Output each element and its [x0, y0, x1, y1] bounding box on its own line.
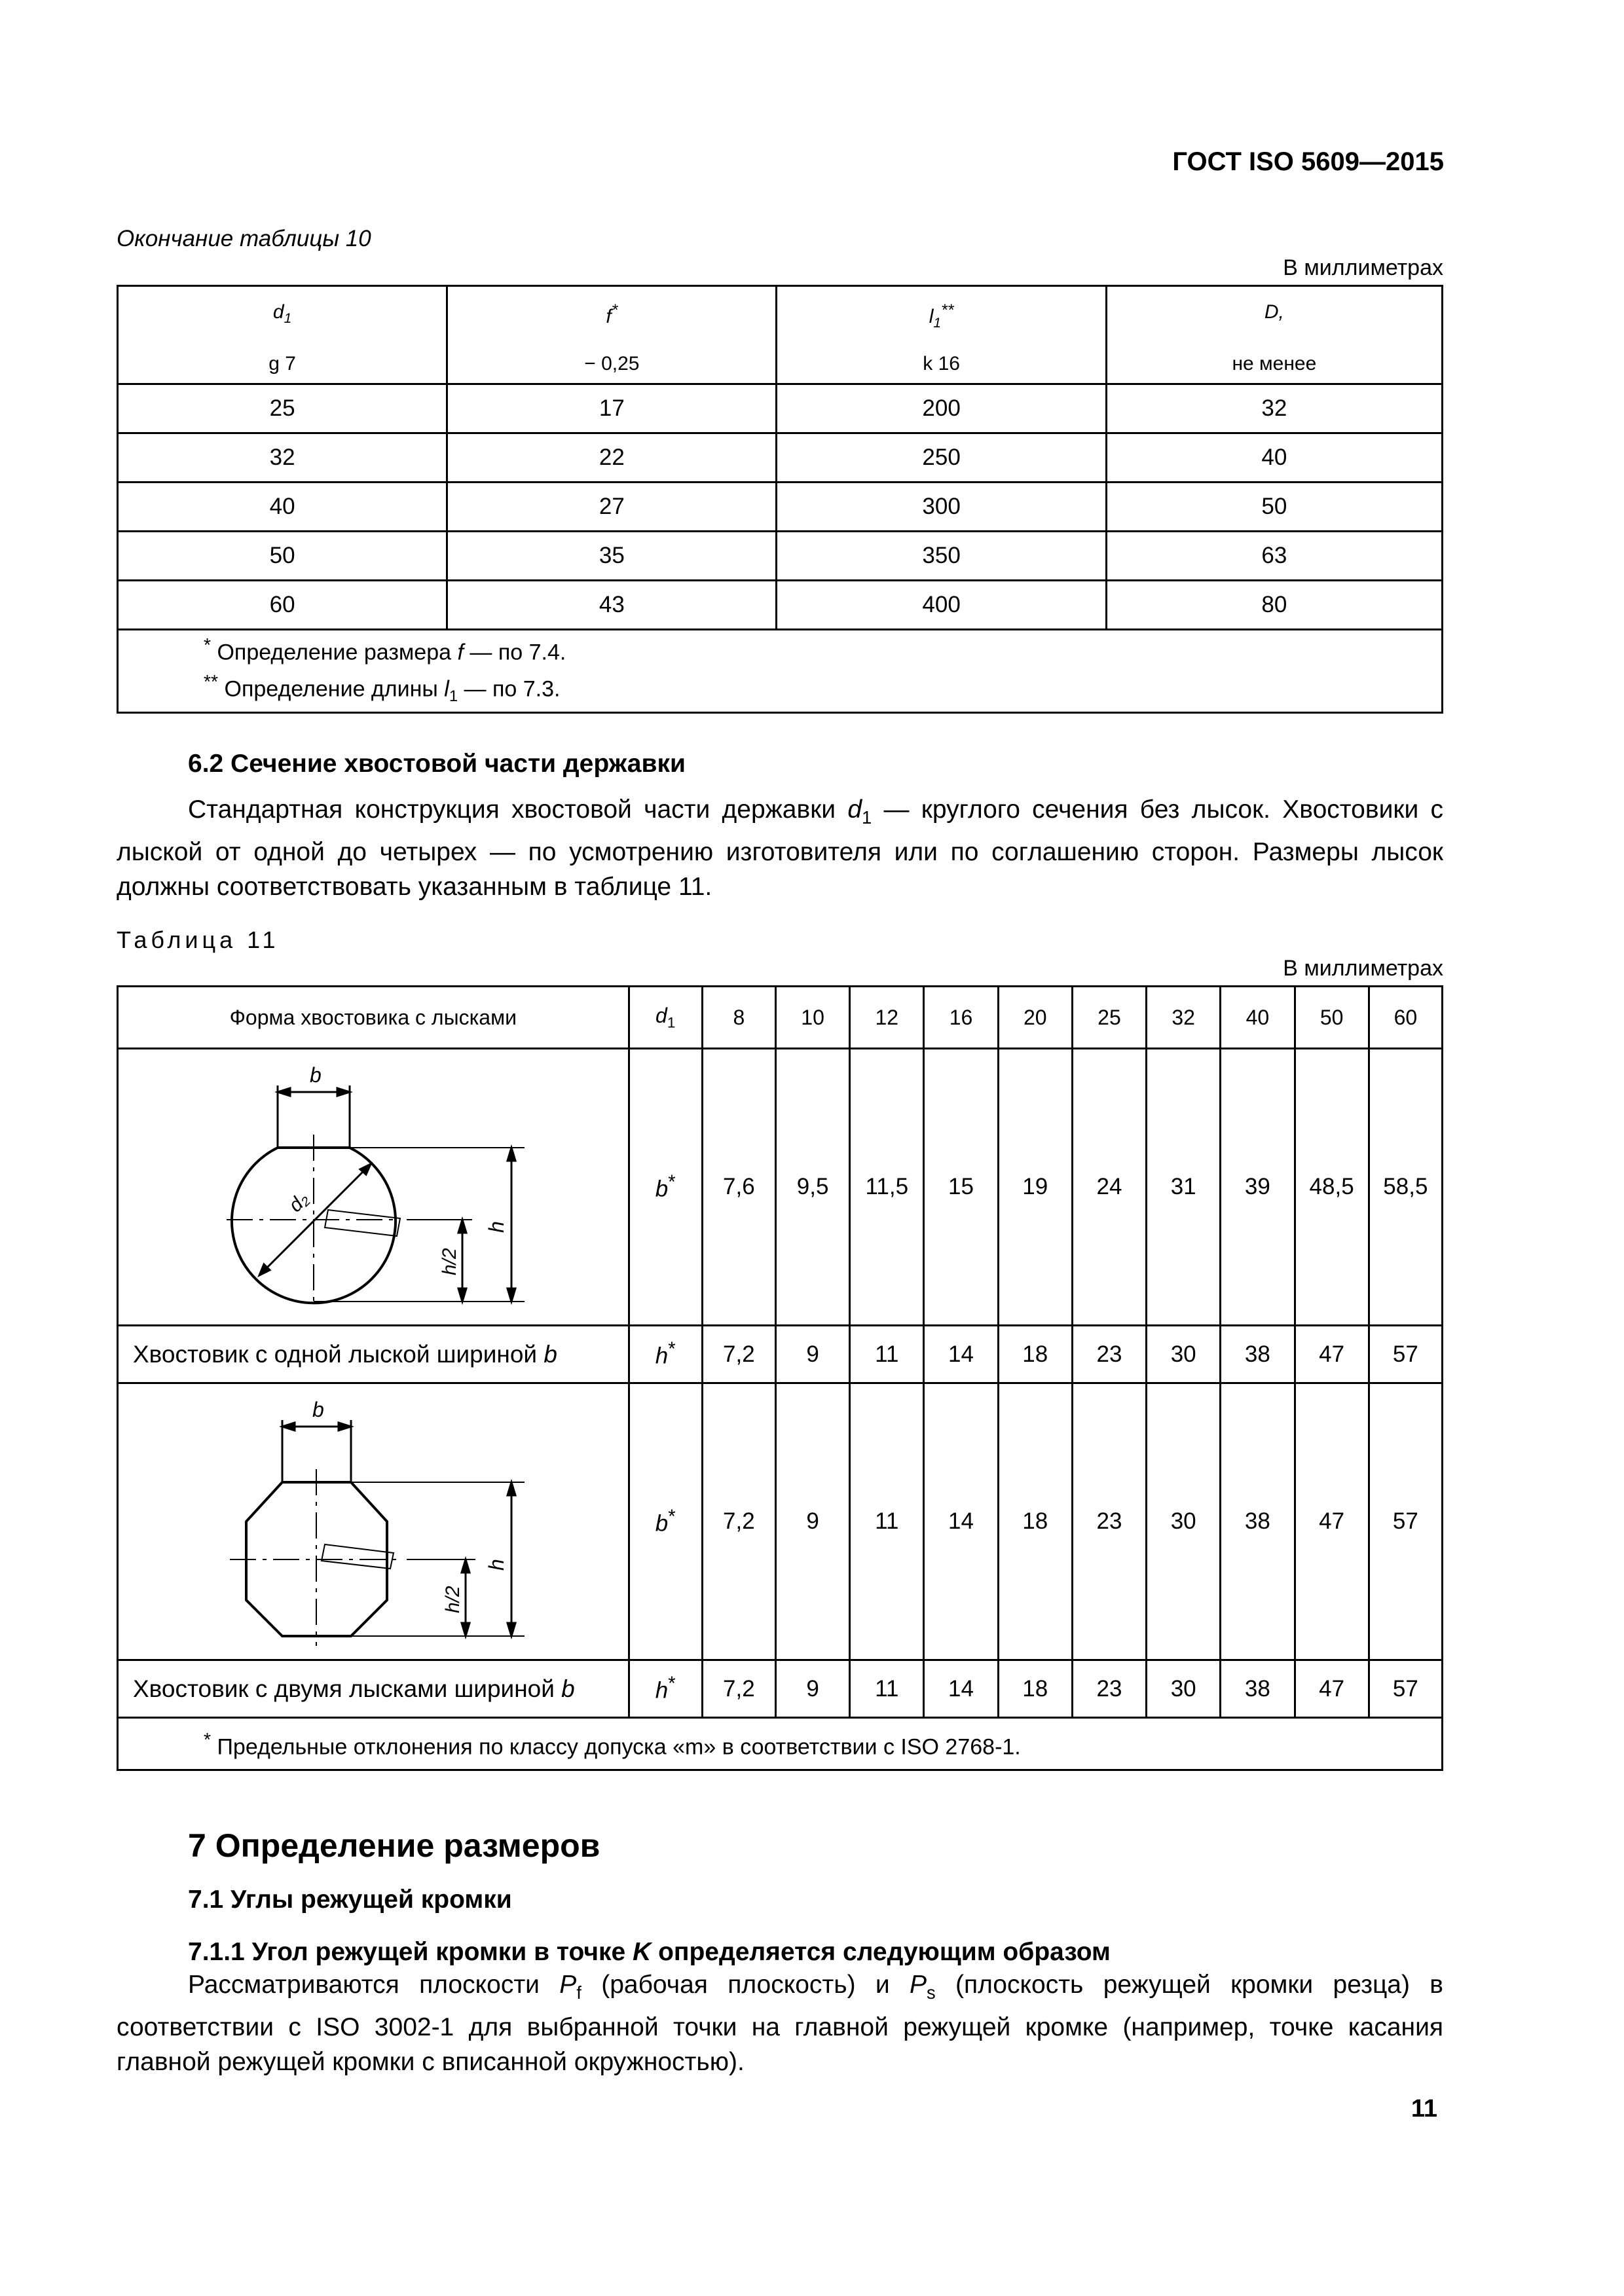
section-7-1-1-title: 7.1.1 Угол режущей кромки в точке K определяется следующим образом — [188, 1938, 1111, 1966]
table-row: 60 43 400 80 — [118, 581, 1443, 630]
label-h2: h/2 — [442, 1586, 464, 1613]
table-row: 25 17 200 32 — [118, 384, 1443, 433]
table-row: b h h/2 b* 7,2 9 11 14 18 23 30 38 47 57 — [118, 1383, 1443, 1660]
table11-note: * Предельные отклонения по классу допуска «m» в соответствии с ISO 2768-1. — [118, 1718, 1443, 1770]
table11-unit: В миллиметрах — [1283, 956, 1443, 981]
label-h: h — [485, 1221, 508, 1233]
shank-one-flat-diagram — [119, 1049, 627, 1324]
section-7-1-title: 7.1 Углы режущей кромки — [188, 1886, 512, 1914]
label-h: h — [485, 1559, 508, 1571]
row-label-one-flat: Хвостовик с одной лыской шириной b — [118, 1326, 629, 1383]
section-7-title: 7 Определение размеров — [188, 1827, 600, 1864]
label-b: b — [310, 1063, 322, 1087]
table-row: Хвостовик с одной лыской шириной b h* 7,2 9 11 14 18 23 30 38 47 57 — [118, 1326, 1443, 1383]
header-D: D, не менее — [1106, 286, 1442, 384]
table10-unit: В миллиметрах — [1283, 255, 1443, 280]
section-6-2-title: 6.2 Сечение хвостовой части державки — [188, 750, 686, 778]
header-f: f* − 0,25 — [447, 286, 777, 384]
table11-caption: Таблица 11 — [117, 926, 280, 953]
table-continuation-caption: Окончание таблицы 10 — [117, 226, 371, 251]
label-h2: h/2 — [439, 1248, 460, 1275]
table-row: 50 35 350 63 — [118, 532, 1443, 581]
page-number: 11 — [1411, 2095, 1437, 2123]
header-l1: $l_1^{**}$ k 16 — [777, 286, 1106, 384]
table-11: Форма хвостовика с лысками $d_1$ 8 10 12 16 20 25 32 40 50 60 b d₂ h h/2 b* 7,6 9,5 11,5 15 19 24 31 39 48,5 58,5 Хвостовик с одной лыской шириной b h* 7,2 9 11 14 18 23 30 38 47 57 b h h/2 b* 7,2 9 11 14 18 23 30 38 47 57 Хвостовик с двумя лысками шириной b h* 7,2 9 11 14 18 23 30 38 47 57 * Предельные отклонения по классу допуска «m» в соответствии с ISO 2768-1. — [117, 985, 1443, 1771]
header-form: Форма хвостовика с лысками — [118, 987, 629, 1049]
table-10 — [117, 285, 1443, 714]
row-b-symbol: b* — [629, 1049, 702, 1326]
row-h-symbol: h* — [629, 1326, 702, 1383]
section-7-1-1-paragraph: Рассматриваются плоскости $P_f$ (рабочая плоскость) и $P_s$ (плоскость режущей кромки резца) в соответствии с ISO 3002-1 для выбранной точки на главной режущей кромке (например, точке касания главной режущей кромки с вписанной окружностью). — [117, 1971, 1444, 2076]
table-row: 32 22 250 40 — [118, 433, 1443, 483]
document-header: ГОСТ ISO 5609—2015 — [1172, 147, 1444, 176]
row-b-symbol: b* — [629, 1383, 702, 1660]
figure-one-flat — [118, 1049, 629, 1326]
table-row: 40 27 300 50 — [118, 483, 1443, 532]
header-d1: $d_1$ — [629, 987, 702, 1049]
row-label-two-flats: Хвостовик с двумя лысками шириной b — [118, 1660, 629, 1718]
table-row: Хвостовик с двумя лысками шириной b h* 7,2 9 11 14 18 23 30 38 47 57 — [118, 1660, 1443, 1718]
table10-notes: * Определение размера f — по 7.4. ** Определение длины $l_1$ — по 7.3. — [118, 630, 1443, 713]
table-row: b d₂ h h/2 b* 7,6 9,5 11,5 15 19 24 31 39 48,5 58,5 — [118, 1049, 1443, 1326]
header-d1: $d_1$ g 7 — [118, 286, 447, 384]
figure-two-flats — [118, 1383, 629, 1660]
shank-two-flats-diagram — [119, 1384, 627, 1659]
section-6-2-paragraph: Стандартная конструкция хвостовой части державки $d_1$ — круглого сечения без лысок. Хвостовики с лыской от одной до четырех — по усмотрению изготовителя или по соглашению сторон. Размеры лысок должны соответствовать указанным в таблице 11. — [117, 795, 1444, 901]
label-d2: d₂ — [284, 1188, 313, 1216]
label-b: b — [312, 1398, 324, 1421]
row-h-symbol: h* — [629, 1660, 702, 1718]
